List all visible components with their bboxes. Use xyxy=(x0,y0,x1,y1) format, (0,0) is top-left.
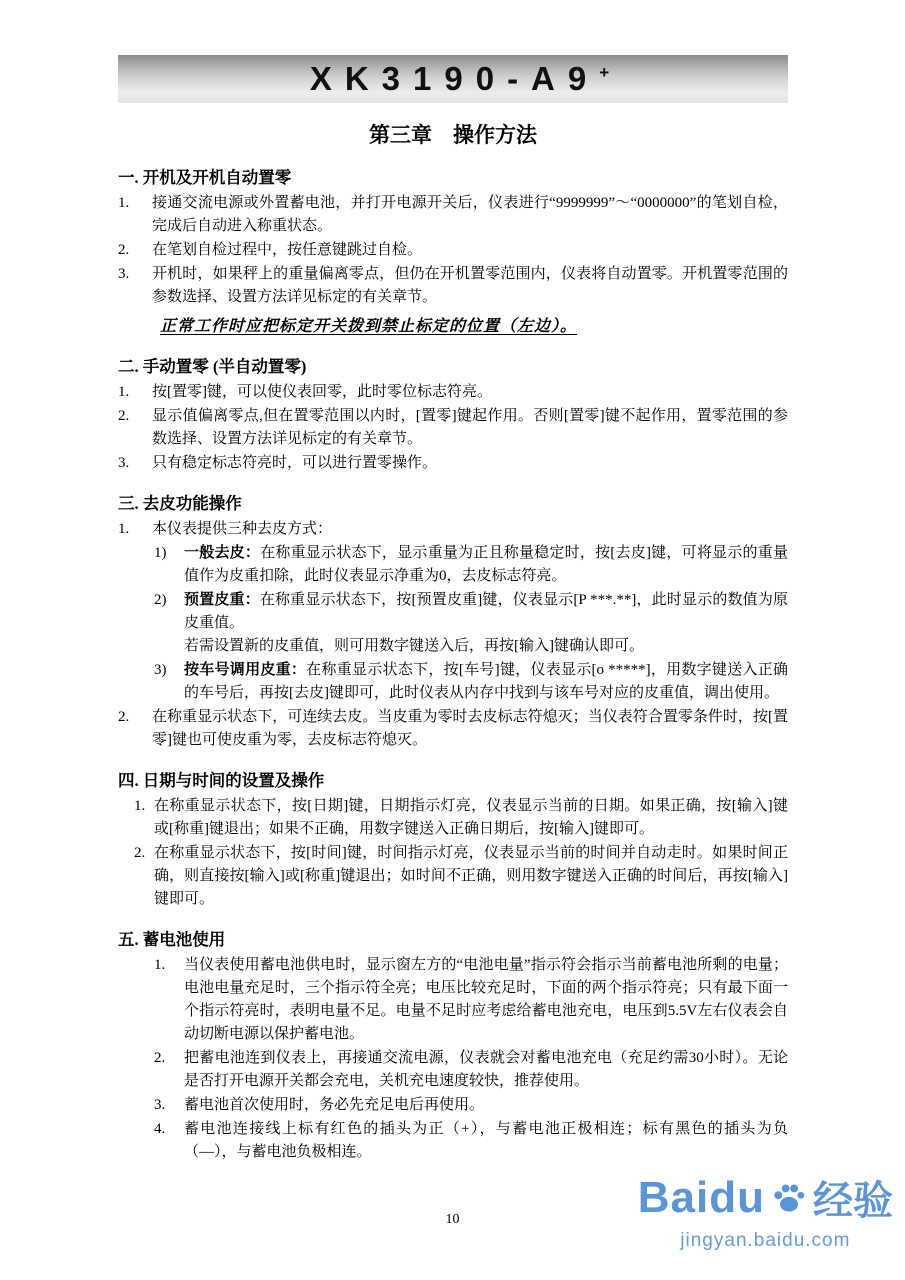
item-text xyxy=(184,589,788,658)
item-number: 2. xyxy=(118,242,130,258)
baidu-logo-text: Baidu xyxy=(637,1172,765,1222)
list-item xyxy=(118,706,788,752)
list-item xyxy=(154,954,788,1046)
tare-mode-text: 在称重显示状态下，显示重量为正且称量稳定时，按[去皮]键，可将显示的重量值作为皮重扣除，此时仪表显示净重为0，去皮标志符亮。 xyxy=(184,545,788,584)
list-item xyxy=(118,518,788,541)
tare-mode-label: 一般去皮： xyxy=(184,545,261,561)
item-number: 3. xyxy=(154,1097,166,1113)
sub-list-item xyxy=(154,589,788,658)
list-item xyxy=(118,381,788,404)
item-text: 在笔划自检过程中，按任意键跳过自检。 xyxy=(152,242,423,258)
watermark-brand-row xyxy=(638,1169,893,1226)
item-number: 4. xyxy=(154,1121,166,1137)
item-text: 在称重显示状态下，可连续去皮。当皮重为零时去皮标志符熄灭；当仪表符合置零条件时，按[置零]键也可使皮重为零，去皮标志符熄灭。 xyxy=(152,709,788,748)
item-text: 按[置零]键，可以使仪表回零，此时零位标志符亮。 xyxy=(152,384,492,400)
watermark-url: jingyan.baidu.com xyxy=(680,1230,851,1251)
list-item xyxy=(134,795,788,841)
item-number: 1) xyxy=(154,545,167,561)
section-heading-4: 四. 日期与时间的设置及操作 xyxy=(118,771,325,790)
item-text: 把蓄电池连到仪表上，再接通交流电源，仪表就会对蓄电池充电（充足约需30小时）。无论是否打开电源开关都会充电，关机充电速度较快，推荐使用。 xyxy=(184,1050,788,1089)
item-number: 2. xyxy=(118,408,130,424)
item-text: 蓄电池连接线上标有红色的插头为正（+），与蓄电池正极相连；标有黑色的插头为负（—），与蓄电池负极相连。 xyxy=(184,1121,788,1160)
tare-mode-label: 预置皮重： xyxy=(184,592,260,608)
tare-mode-continuation: 若需设置新的皮重值，则可用数字键送入后，再按[输入]键确认即可。 xyxy=(184,638,644,654)
item-number: 1. xyxy=(118,521,130,537)
sub-list-item xyxy=(154,659,788,705)
item-number: 3. xyxy=(118,266,130,282)
item-number: 1. xyxy=(154,957,166,973)
list-item xyxy=(118,452,788,475)
item-number: 1. xyxy=(118,384,130,400)
list-item xyxy=(118,239,788,262)
item-text xyxy=(184,542,788,588)
section-manual-zero xyxy=(118,355,788,475)
section-tare-function xyxy=(118,492,788,752)
calibration-warning: 正常工作时应把标定开关拨到禁止标定的位置（左边）。 xyxy=(160,318,578,335)
item-text xyxy=(184,659,788,705)
section-heading-1: 一. 开机及开机自动置零 xyxy=(118,168,292,187)
item-number: 1. xyxy=(118,195,130,211)
list-item xyxy=(118,405,788,451)
sub-list-item xyxy=(154,542,788,588)
list-item xyxy=(118,192,788,238)
section-heading-3: 三. 去皮功能操作 xyxy=(118,494,242,513)
item-text: 显示值偏离零点,但在置零范围以内时，[置零]键起作用。否则[置零]键不起作用，置零范围的参数选择、设置方法详见标定的有关章节。 xyxy=(152,408,788,447)
list-item xyxy=(154,1047,788,1093)
item-text: 在称重显示状态下，按[日期]键，日期指示灯亮，仪表显示当前的日期。如果正确，按[输入]键或[称重]键退出；如果不正确，用数字键送入正确日期后，按[输入]键即可。 xyxy=(154,798,788,837)
header-banner xyxy=(118,55,788,103)
section-heading-2: 二. 手动置零 (半自动置零) xyxy=(118,357,307,376)
item-number: 3) xyxy=(154,662,167,678)
tare-mode-text: 在称重显示状态下，按[预置皮重]键，仪表显示[P ***.**]，此时显示的数值为原皮重值。 xyxy=(184,592,788,631)
section-power-on-auto-zero xyxy=(118,166,788,338)
item-number: 3. xyxy=(118,455,130,471)
manual-page xyxy=(118,0,788,1165)
item-text: 开机时，如果秤上的重量偏离零点，但仍在开机置零范围内，仪表将自动置零。开机置零范围的参数选择、设置方法详见标定的有关章节。 xyxy=(152,266,788,305)
list-item xyxy=(154,1094,788,1117)
section-heading-5: 五. 蓄电池使用 xyxy=(118,930,226,949)
product-model-title xyxy=(297,60,609,98)
section-battery-use xyxy=(118,928,788,1164)
page-content xyxy=(118,166,788,1164)
item-text: 本仪表提供三种去皮方式： xyxy=(152,521,333,537)
item-text: 在称重显示状态下，按[时间]键，时间指示灯亮，仪表显示当前的时间并自动走时。如果时间正确，则直接按[输入]或[称重]键退出；如时间不正确，则用数字键送入正确的时间后，再按[输入]键即可。 xyxy=(154,845,788,907)
item-text: 蓄电池首次使用时，务必先充足电后再使用。 xyxy=(184,1097,485,1113)
chapter-title: 第三章 操作方法 xyxy=(369,123,537,147)
baidu-jingyan-watermark xyxy=(638,1169,893,1252)
paw-icon xyxy=(771,1180,807,1216)
page-number: 10 xyxy=(445,1212,460,1227)
item-number: 2. xyxy=(118,709,130,725)
item-number: 2. xyxy=(134,845,146,861)
tare-mode-label: 按车号调用皮重： xyxy=(184,662,307,678)
list-item xyxy=(118,263,788,309)
jingyan-logo-text: 经验 xyxy=(813,1179,893,1223)
section-date-time xyxy=(118,769,788,911)
item-number: 2. xyxy=(154,1050,166,1066)
model-number: XK3190-A9 xyxy=(309,60,600,97)
tare-mode-text: 在称重显示状态下，按[车号]键，仪表显示[o *****]，用数字键送入正确的车号后，再按[去皮]键即可，此时仪表从内存中找到与该车号对应的皮重值，调出使用。 xyxy=(184,662,788,701)
item-number: 1. xyxy=(134,798,146,814)
item-text: 当仪表使用蓄电池供电时，显示窗左方的“电池电量”指示符会指示当前蓄电池所剩的电量；电池电量充足时，三个指示符全亮；电压比较充足时，下面的两个指示符亮；只有最下面一个指示符亮时，表明电量不足。电量不足时应考虑给蓄电池充电，电压到5.5V左右仪表会自动切断电源以保护蓄电池。 xyxy=(184,957,788,1042)
item-number: 2) xyxy=(154,592,167,608)
item-text: 只有稳定标志符亮时，可以进行置零操作。 xyxy=(152,455,438,471)
item-text: 接通交流电源或外置蓄电池，并打开电源开关后，仪表进行“9999999”～“0000000”的笔划自检，完成后自动进入称重状态。 xyxy=(152,195,788,234)
model-plus-superscript: + xyxy=(599,63,610,82)
list-item xyxy=(154,1118,788,1164)
list-item xyxy=(134,842,788,911)
